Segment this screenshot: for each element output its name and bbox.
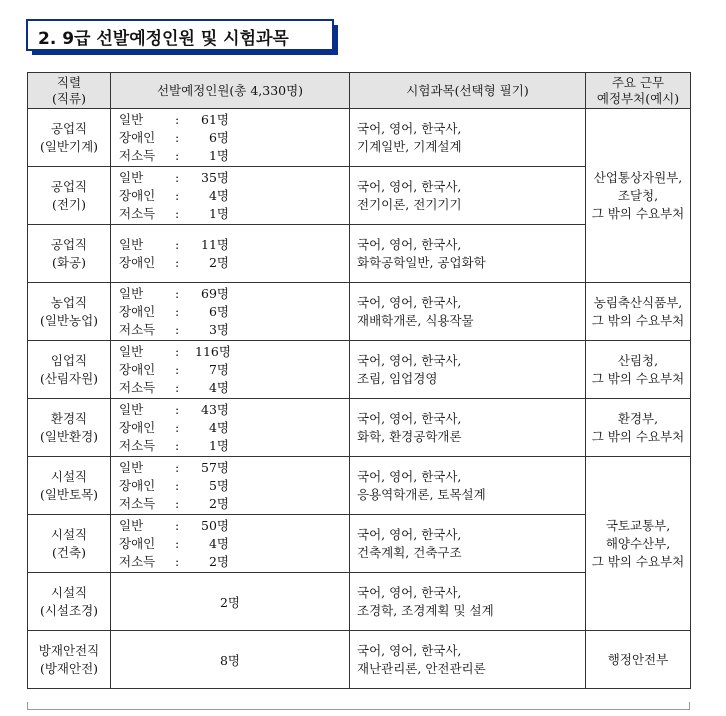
table-row — [28, 399, 691, 457]
subjects-common: 국어, 영어, 한국사, — [357, 468, 462, 484]
header-job-line1: 직렬 — [56, 74, 82, 90]
count-label: 저소득 — [119, 495, 156, 511]
subjects-major: 전기이론, 전기기기 — [357, 196, 462, 212]
subjects-common: 국어, 영어, 한국사, — [357, 178, 462, 194]
job-category: (일반기계) — [39, 138, 99, 154]
job-category: (화공) — [52, 254, 86, 270]
count-label: 장애인 — [119, 129, 156, 145]
count-label: 저소득 — [119, 147, 156, 163]
count-line: 일반 : 11명 — [119, 236, 229, 252]
dept-line: 산업통상자원부, — [593, 169, 683, 185]
subjects-major: 응용역학개론, 토목설계 — [357, 486, 486, 502]
count-cell — [111, 167, 350, 225]
table-row — [28, 631, 691, 689]
subjects-common: 국어, 영어, 한국사, — [357, 526, 462, 542]
count-value: 3명 — [208, 321, 229, 337]
count-value: 116명 — [195, 343, 231, 359]
count-value: 2명 — [208, 495, 229, 511]
count-line: 일반 : 69명 — [119, 285, 229, 301]
count-label: 일반 — [119, 236, 144, 252]
count-cell: 2명 — [111, 573, 350, 631]
dept-line: 농림축산식품부, — [593, 294, 683, 310]
count-label: 장애인 — [119, 419, 156, 435]
job-name: 공업직 — [50, 120, 88, 136]
job-name: 공업직 — [50, 236, 88, 252]
subjects-major: 재난관리론, 안전관리론 — [357, 660, 486, 676]
job-category: (산림자원) — [39, 370, 99, 386]
subjects-major: 건축계획, 건축구조 — [357, 544, 462, 560]
count-value: 43명 — [201, 401, 229, 417]
page-corner-mark-left — [27, 702, 28, 710]
dept-cell — [586, 631, 691, 689]
subjects-cell — [350, 573, 586, 631]
subjects-major: 화학, 환경공학개론 — [357, 428, 462, 444]
subjects-cell — [350, 631, 586, 689]
count-line: 저소득 : 4명 — [119, 379, 229, 395]
job-cell — [28, 457, 111, 515]
page-bottom-rule — [27, 709, 690, 710]
dept-line: 국토교통부, — [605, 517, 671, 533]
count-label: 일반 — [119, 401, 144, 417]
page-corner-mark-right — [689, 702, 690, 710]
count-label: 일반 — [119, 111, 144, 127]
job-name: 시설직 — [50, 526, 88, 542]
count-value: 1명 — [208, 205, 229, 221]
count-line: 장애인 : 6명 — [119, 303, 229, 319]
count-line: 일반 : 35명 — [119, 169, 229, 185]
subjects-major: 화학공학일반, 공업화학 — [357, 254, 486, 270]
subjects-major: 조림, 임업경영 — [357, 370, 438, 386]
count-value: 2명 — [208, 553, 229, 569]
count-value: 4명 — [208, 535, 229, 551]
count-line: 일반 : 50명 — [119, 517, 229, 533]
subjects-cell — [350, 225, 586, 283]
count-value: 7명 — [208, 361, 229, 377]
count-line: 장애인 : 4명 — [119, 187, 229, 203]
count-cell — [111, 399, 350, 457]
dept-cell — [586, 341, 691, 399]
count-line: 장애인 : 6명 — [119, 129, 229, 145]
job-category: (방재안전) — [39, 660, 99, 676]
job-category: (전기) — [52, 196, 86, 212]
dept-line: 행정안전부 — [607, 651, 669, 667]
header-job-line2: (직류) — [52, 90, 86, 106]
dept-cell — [586, 399, 691, 457]
count-cell — [111, 515, 350, 573]
subjects-common: 국어, 영어, 한국사, — [357, 120, 462, 136]
job-cell — [28, 341, 111, 399]
count-label: 저소득 — [119, 437, 156, 453]
subjects-cell — [350, 283, 586, 341]
subjects-cell — [350, 167, 586, 225]
count-label: 일반 — [119, 517, 144, 533]
subjects-cell — [350, 457, 586, 515]
count-cell — [111, 225, 350, 283]
count-cell: 8명 — [111, 631, 350, 689]
count-line: 저소득 : 2명 — [119, 495, 229, 511]
count-label: 저소득 — [119, 379, 156, 395]
header-dept-line1: 주요 근무 — [611, 74, 665, 90]
count-value: 57명 — [201, 459, 229, 475]
job-cell — [28, 515, 111, 573]
subjects-cell — [350, 515, 586, 573]
header-subjects: 시험과목(선택형 필기) — [350, 73, 586, 109]
subjects-common: 국어, 영어, 한국사, — [357, 642, 462, 658]
count-cell — [111, 109, 350, 167]
count-label: 일반 — [119, 285, 144, 301]
section-title: 2. 9급 선발예정인원 및 시험과목 — [38, 29, 289, 49]
count-label: 저소득 — [119, 205, 156, 221]
count-label: 저소득 — [119, 321, 156, 337]
count-label: 저소득 — [119, 553, 156, 569]
recruitment-table — [27, 72, 691, 689]
count-value: 69명 — [201, 285, 229, 301]
count-line: 일반 : 61명 — [119, 111, 229, 127]
job-category: (건축) — [52, 544, 86, 560]
header-count: 선발예정인원(총 4,330명) — [111, 73, 350, 109]
table-row — [28, 457, 691, 515]
dept-cell — [586, 283, 691, 341]
count-line: 장애인 : 4명 — [119, 419, 229, 435]
dept-line: 조달청, — [617, 187, 659, 203]
job-category: (시설조경) — [39, 602, 99, 618]
count-line: 장애인 : 4명 — [119, 535, 229, 551]
count-value: 11명 — [201, 236, 229, 252]
subjects-common: 국어, 영어, 한국사, — [357, 352, 462, 368]
count-label: 장애인 — [119, 187, 156, 203]
count-cell — [111, 457, 350, 515]
dept-cell — [586, 457, 691, 631]
count-cell — [111, 341, 350, 399]
count-line: 저소득 : 2명 — [119, 553, 229, 569]
subjects-common: 국어, 영어, 한국사, — [357, 410, 462, 426]
job-name: 시설직 — [50, 584, 88, 600]
count-value: 4명 — [208, 187, 229, 203]
count-value: 6명 — [208, 303, 229, 319]
dept-line: 그 밖의 수요부처 — [591, 428, 685, 444]
job-cell — [28, 225, 111, 283]
count-line: 저소득 : 1명 — [119, 147, 229, 163]
count-label: 일반 — [119, 459, 144, 475]
count-line: 일반 : 116명 — [119, 343, 231, 359]
count-label: 장애인 — [119, 254, 156, 270]
header-dept — [586, 73, 691, 109]
header-dept-line2: 예정부처(예시) — [596, 90, 680, 106]
count-line: 저소득 : 3명 — [119, 321, 229, 337]
dept-line: 그 밖의 수요부처 — [591, 370, 685, 386]
dept-line: 환경부, — [617, 410, 659, 426]
section-title-box — [26, 19, 340, 53]
count-line: 장애인 : 2명 — [119, 254, 229, 270]
count-value: 61명 — [201, 111, 229, 127]
table-row — [28, 283, 691, 341]
job-category: (일반농업) — [39, 312, 99, 328]
subjects-common: 국어, 영어, 한국사, — [357, 294, 462, 310]
job-cell — [28, 573, 111, 631]
subjects-cell — [350, 341, 586, 399]
job-category: (일반토목) — [39, 486, 99, 502]
count-line: 장애인 : 5명 — [119, 477, 229, 493]
count-label: 장애인 — [119, 535, 156, 551]
title-frame — [26, 19, 334, 51]
count-value: 35명 — [201, 169, 229, 185]
subjects-major: 재배학개론, 식용작물 — [357, 312, 474, 328]
subjects-major: 조경학, 조경계획 및 설계 — [357, 602, 494, 618]
job-name: 방재안전직 — [38, 642, 100, 658]
subjects-common: 국어, 영어, 한국사, — [357, 584, 462, 600]
dept-line: 그 밖의 수요부처 — [591, 205, 685, 221]
count-value: 5명 — [208, 477, 229, 493]
count-label: 일반 — [119, 343, 144, 359]
subjects-common: 국어, 영어, 한국사, — [357, 236, 462, 252]
subjects-cell — [350, 399, 586, 457]
job-name: 농업직 — [50, 294, 88, 310]
count-line: 일반 : 57명 — [119, 459, 229, 475]
job-cell — [28, 109, 111, 167]
dept-line: 산림청, — [617, 352, 659, 368]
count-value: 4명 — [208, 419, 229, 435]
count-value: 2명 — [208, 254, 229, 270]
dept-line: 해양수산부, — [605, 535, 671, 551]
count-line: 일반 : 43명 — [119, 401, 229, 417]
job-name: 환경직 — [50, 410, 88, 426]
table-row — [28, 109, 691, 167]
count-value: 1명 — [208, 147, 229, 163]
subjects-major: 기계일반, 기계설계 — [357, 138, 462, 154]
count-line: 장애인 : 7명 — [119, 361, 229, 377]
count-value: 6명 — [208, 129, 229, 145]
job-name: 시설직 — [50, 468, 88, 484]
table-row — [28, 341, 691, 399]
job-cell — [28, 399, 111, 457]
count-value: 4명 — [208, 379, 229, 395]
subjects-cell — [350, 109, 586, 167]
count-label: 장애인 — [119, 477, 156, 493]
count-value: 1명 — [208, 437, 229, 453]
header-job — [28, 73, 111, 109]
count-label: 장애인 — [119, 303, 156, 319]
job-name: 임업직 — [50, 352, 88, 368]
dept-line: 그 밖의 수요부처 — [591, 312, 685, 328]
dept-line: 그 밖의 수요부처 — [591, 553, 685, 569]
count-label: 일반 — [119, 169, 144, 185]
job-name: 공업직 — [50, 178, 88, 194]
count-line: 저소득 : 1명 — [119, 205, 229, 221]
count-cell — [111, 283, 350, 341]
count-value: 50명 — [201, 517, 229, 533]
dept-cell — [586, 109, 691, 283]
job-category: (일반환경) — [39, 428, 99, 444]
job-cell — [28, 631, 111, 689]
job-cell — [28, 283, 111, 341]
job-cell — [28, 167, 111, 225]
count-label: 장애인 — [119, 361, 156, 377]
count-line: 저소득 : 1명 — [119, 437, 229, 453]
table-header-row — [28, 73, 691, 109]
